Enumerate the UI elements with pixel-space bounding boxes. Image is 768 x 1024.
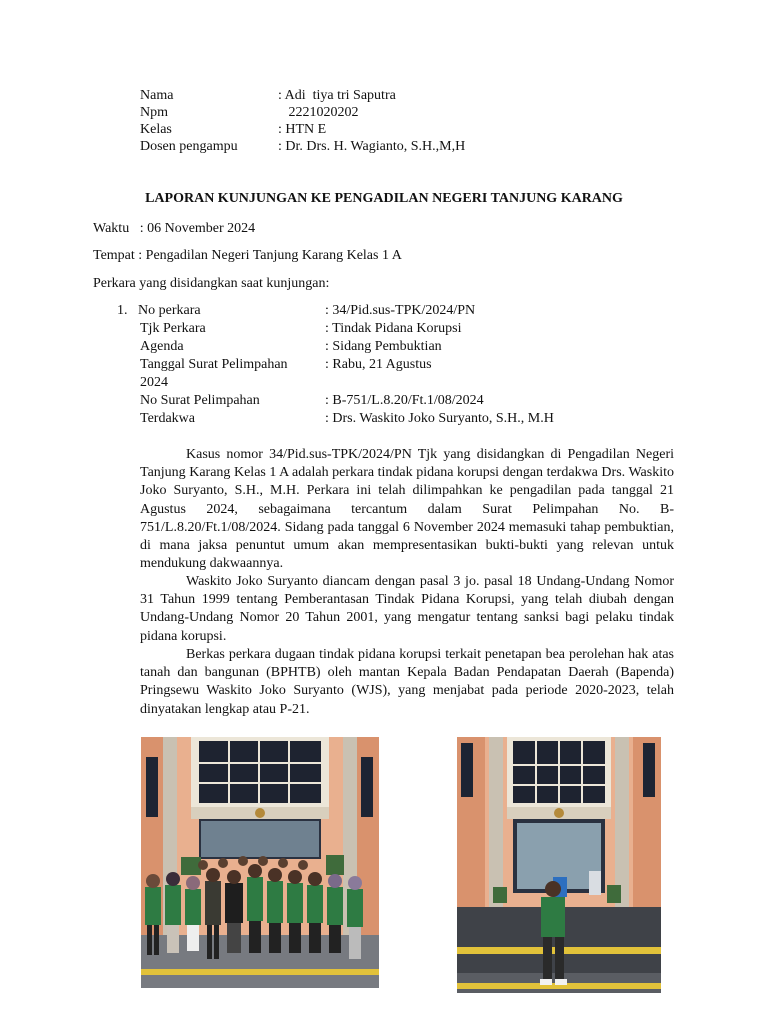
value-dosen: : Dr. Drs. H. Wagianto, S.H.,M,H bbox=[278, 139, 466, 154]
label-npm: Npm bbox=[140, 105, 168, 120]
value-kelas: : HTN E bbox=[278, 122, 327, 137]
list-number: 1. bbox=[117, 303, 128, 318]
individual-photo bbox=[457, 737, 661, 993]
group-photo bbox=[141, 737, 379, 988]
tempat-line: Tempat : Pengadilan Negeri Tanjung Karang Kelas 1 A bbox=[93, 248, 402, 263]
label-dosen: Dosen pengampu bbox=[140, 139, 238, 154]
case-label-no-perkara: No perkara bbox=[138, 303, 201, 318]
perkara-intro: Perkara yang disidangkan saat kunjungan: bbox=[93, 276, 330, 291]
case-value-terdakwa: : Drs. Waskito Joko Suryanto, S.H., M.H bbox=[325, 411, 554, 426]
case-value-no-perkara: : 34/Pid.sus-TPK/2024/PN bbox=[325, 303, 476, 318]
paragraph-3: Berkas perkara dugaan tindak pidana korupsi terkait penetapan bea perolehan hak atas tanah dan bangunan (BPHTB) oleh mantan Kepala Badan Pendapatan Daerah (Bapenda) Pringsewu Waskito Joko Suryanto (WJS), yang menjabat pada periode 2020-2023, telah dinyatakan lengkap atau P-21. bbox=[140, 647, 674, 717]
case-label-tjk: Tjk Perkara bbox=[140, 321, 206, 336]
case-label-tanggal-year: 2024 bbox=[140, 375, 168, 390]
case-label-agenda: Agenda bbox=[140, 339, 184, 354]
case-label-tanggal: Tanggal Surat Pelimpahan bbox=[140, 357, 288, 372]
paragraph-1: Kasus nomor 34/Pid.sus-TPK/2024/PN Tjk yang disidangkan di Pengadilan Negeri Tanjung Karang Kelas 1 A adalah perkara tindak pidana korupsi dengan terdakwa Drs. Waskito Joko Suryanto, S.H., M.H. Perkara ini telah dilimpahkan ke pengadilan pada tanggal 21 Agustus 2024, sebagaimana tercantum dalam Surat Pelimpahan No. B-751/L.8.20/Ft.1/08/2024. Sidang pada tanggal 6 November 2024 memasuki tahap pembuktian, di mana jaksa penuntut umum akan mempresentasikan bukti-bukti yang relevan untuk mendukung dakwaannya. bbox=[140, 447, 674, 572]
value-nama: : Adi tiya tri Saputra bbox=[278, 88, 396, 103]
case-label-terdakwa: Terdakwa bbox=[140, 411, 195, 426]
individual-photo-illustration bbox=[457, 737, 661, 993]
case-label-no-surat: No Surat Pelimpahan bbox=[140, 393, 260, 408]
case-value-agenda: : Sidang Pembuktian bbox=[325, 339, 442, 354]
label-nama: Nama bbox=[140, 88, 174, 103]
case-value-tanggal: : Rabu, 21 Agustus bbox=[325, 357, 432, 372]
waktu-line: Waktu : 06 November 2024 bbox=[93, 221, 256, 236]
paragraph-2: Waskito Joko Suryanto diancam dengan pasal 3 jo. pasal 18 Undang-Undang Nomor 31 Tahun 1999 tentang Pemberantasan Tindak Pidana Korupsi, yang telah diubah dengan Undang-Undang Nomor 20 Tahun 2001, yang mengatur tentang sanksi bagi pelaku tindak pidana korupsi. bbox=[140, 574, 674, 644]
value-npm: 2221020202 bbox=[278, 105, 359, 120]
report-title: LAPORAN KUNJUNGAN KE PENGADILAN NEGERI TANJUNG KARANG bbox=[145, 191, 623, 206]
case-value-tjk: : Tindak Pidana Korupsi bbox=[325, 321, 462, 336]
label-kelas: Kelas bbox=[140, 122, 172, 137]
group-photo-illustration bbox=[141, 737, 379, 988]
case-value-no-surat: : B-751/L.8.20/Ft.1/08/2024 bbox=[325, 393, 484, 408]
